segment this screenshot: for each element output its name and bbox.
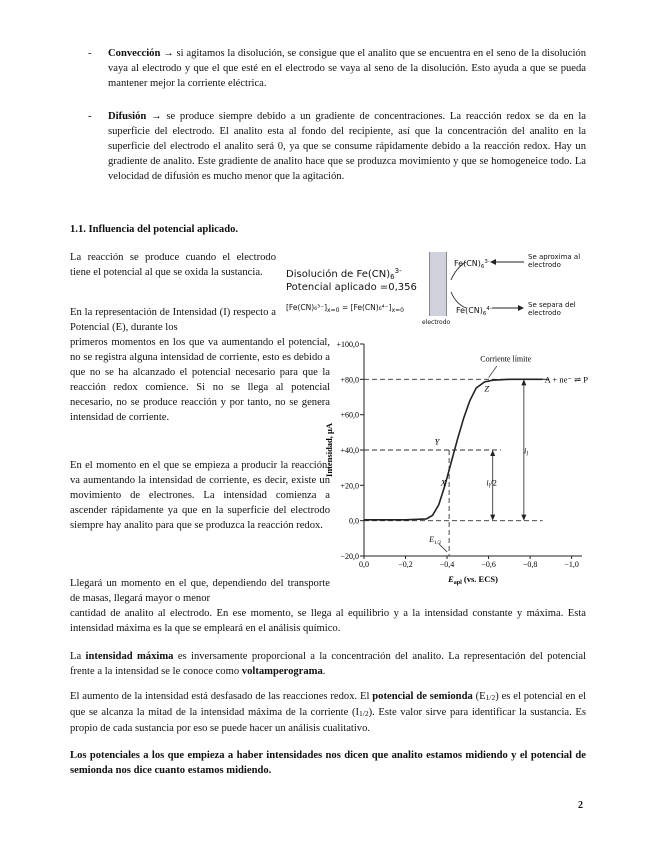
text: (E — [472, 691, 486, 702]
il-arrow-up-icon — [521, 379, 526, 385]
x-label-sub: apl — [453, 580, 462, 586]
bullet-text — [108, 109, 586, 184]
paragraph-mass-transport-lead: Llegará un momento en el que, dependiendo del transporte de masas, llegará mayor o menor — [70, 578, 330, 604]
term-voltamperograma: voltamperograma — [241, 666, 323, 677]
electrode-sketch — [286, 250, 596, 326]
sketch-species-top — [454, 255, 490, 275]
il2-label — [486, 477, 497, 489]
section-heading: 1.1. Influencia del potencial aplicado. — [70, 224, 239, 235]
y-tick-label: +100,0 — [336, 340, 359, 349]
point-z-label: Z — [484, 383, 490, 394]
bullet-difusion — [88, 109, 586, 184]
x-label-suffix: (vs. ECS) — [461, 574, 498, 584]
sketch-electrode-label: electrodo — [422, 319, 451, 326]
subscript: 1/2 — [485, 693, 496, 702]
sketch-potential-label: Potencial aplicado =0,356 — [286, 282, 417, 293]
x-tick-label: −0,2 — [398, 560, 413, 569]
subscript: x=0 — [327, 307, 340, 314]
text: ) es el potencial en el que se alcanza la mitad de la intensidad máxima de la corriente (I — [70, 691, 586, 718]
paragraph-conclusion: Los potenciales a los que empieza a haber intensidades nos dicen que analito estamos midiendo y el potencial de semionda nos dice cuanto estamos midiendo. — [70, 750, 586, 776]
page-number: 2 — [578, 800, 583, 811]
sketch-note-top — [528, 253, 580, 269]
sketch-note-bottom — [528, 301, 576, 317]
subscript: 1/2 — [359, 709, 369, 718]
text: Disolución de Fe(CN) — [286, 269, 391, 280]
bullet-dash: - — [88, 111, 92, 122]
text: electrodo — [528, 309, 561, 317]
x-tick-label: −0,8 — [522, 560, 538, 569]
voltammogram-chart — [318, 332, 598, 600]
text: [Fe(CN)₆⁴⁻] — [350, 303, 392, 312]
bullet-term: Difusión — [108, 111, 147, 122]
y-tick-label: +60,0 — [340, 410, 359, 420]
bullet-text — [108, 46, 586, 91]
subscript: 6 — [390, 273, 395, 281]
term-potencial-semionda: potencial de semionda — [372, 691, 473, 702]
text: = — [339, 303, 351, 312]
y-tick-label: −20,0 — [340, 552, 359, 561]
e12-label — [428, 535, 441, 546]
bullet-dash: - — [88, 48, 92, 59]
bullet-body: si agitamos la disolución, se consigue que el analito que se encuentra en el seno de la disolución vaya al electrodo y que el que esté en el electrodo se vaya al seno de la disolución. Esto ayuda a que se pueda mantener mejor la corriente eléctrica. — [108, 48, 586, 89]
paragraph-reaction: La reacción se produce cuando el electrodo tiene el potencial al que se oxida la sustancia. — [70, 252, 276, 278]
text: Fe(CN) — [454, 259, 481, 268]
x-tick-label: −1,0 — [564, 560, 579, 569]
il2-suffix: /2 — [490, 477, 497, 488]
bullet-body: se produce siempre debido a un gradiente de concentraciones. La reacción redox se da en la superficie del electrodo. El analito esta al fondo del recipiente, así que la concentración del analito en la superficie del electrodo el analito será 0, ya que se consume rápidamente debido a la reacción redox. Hay un gradiente de analito. Este gradiente de analito hace que se produzca movimiento y que se homogeneice todo. La velocidad de difusión es mucho menor que la agitación. — [108, 111, 586, 182]
term-intensidad-maxima: intensidad máxima — [85, 651, 174, 662]
y-tick-label: +80,0 — [340, 375, 359, 385]
e12-symbol: E — [429, 535, 435, 544]
text: El aumento de la intensidad está desfasado de las reacciones redox. El — [70, 691, 373, 702]
e12-sub: 1/2 — [434, 540, 442, 546]
sketch-species-bottom — [456, 302, 492, 322]
text: Se aproxima al — [528, 253, 581, 261]
paragraph-half-wave — [70, 689, 586, 736]
arrow-left-icon — [490, 259, 496, 265]
paragraph-intensity: primeros momentos en los que va aumentando el potencial, no se registra alguna intensidad de corriente, esto es debido a que no se ha alcanzado el potencial necesario para que la reacción redox comience. Si no se llega al potencial necesario, no se produce reacción y por tanto, no se genera intensidad de corriente. — [70, 337, 330, 423]
paragraph-max-intensity — [70, 649, 586, 679]
paragraph-mass-transport: cantidad de analito al electrodo. En ese momento, se llega al equilibrio y a la intensidad constante y máxima. Esta intensidad máxima es la que se empleará en el análisis químico. — [70, 608, 586, 634]
paragraph-reaction-start: En el momento en el que se empieza a producir la reacción, va aumentando la intensidad de corriente, es decir, existe un movimiento de electrones. La intensidad comienza a ascender rápidamente ya que en la superficie del electrodo siempre hay analito para que se produzca la reacción redox. — [70, 460, 330, 531]
superscript: 3- — [394, 267, 402, 275]
il-symbol: i — [523, 445, 527, 456]
il2-sub: l — [488, 483, 491, 490]
superscript: 3- — [484, 259, 490, 265]
il2-symbol: i — [486, 477, 489, 488]
y-axis-label: Intensidad, μA — [324, 423, 334, 477]
x-axis-label — [447, 574, 498, 586]
x-tick-label: −0,6 — [481, 560, 496, 569]
x-label-symbol: E — [448, 574, 454, 584]
il-label — [524, 446, 528, 458]
arrow-icon: → — [151, 111, 162, 122]
text: [Fe(CN)₆³⁻] — [286, 303, 328, 312]
x-tick-label: 0,0 — [359, 560, 369, 569]
arrow-right-icon — [518, 305, 524, 311]
text: . — [322, 666, 326, 677]
il2-arrow-up-icon — [490, 450, 495, 456]
text: ). Este valor sirve para identificar la sustancia. Es propio de cada sustancia por eso se puede hacer un análisis cualitativo. — [70, 707, 586, 734]
arrow-icon: → — [163, 48, 174, 59]
text: La — [70, 651, 86, 662]
reaction-label: A + ne⁻ ⇌ P — [544, 374, 588, 385]
limit-label-pointer — [489, 366, 497, 377]
paragraph-intensity-lead: En la representación de Intensidad (I) respecto a Potencial (E), durante los — [70, 307, 276, 333]
il-sub: l — [526, 451, 529, 458]
limit-current-label: Corriente límite — [480, 354, 532, 364]
il2-arrow-down-icon — [490, 515, 495, 521]
y-tick-label: +20,0 — [340, 481, 359, 491]
text: es inversamente proporcional a la concentración del analito. La representación del potencial frente a la intensidad se le conoce como — [70, 651, 586, 677]
superscript: 4- — [486, 306, 492, 312]
x-tick-label: −0,4 — [439, 560, 455, 569]
bullet-conveccion — [88, 46, 586, 91]
point-x-label: X — [440, 477, 447, 488]
y-tick-label: +40,0 — [340, 446, 359, 455]
text: electrodo — [528, 261, 561, 269]
il-arrow-down-icon — [521, 515, 526, 521]
subscript: 6 — [480, 264, 485, 270]
subscript: x=0 — [391, 307, 404, 314]
text: Se separa del — [528, 301, 576, 309]
point-y-label: Y — [434, 436, 440, 447]
bullet-term: Convección — [108, 48, 161, 59]
text: Fe(CN) — [456, 306, 483, 315]
y-tick-label: 0,0 — [349, 516, 359, 526]
subscript: 6 — [482, 311, 487, 317]
